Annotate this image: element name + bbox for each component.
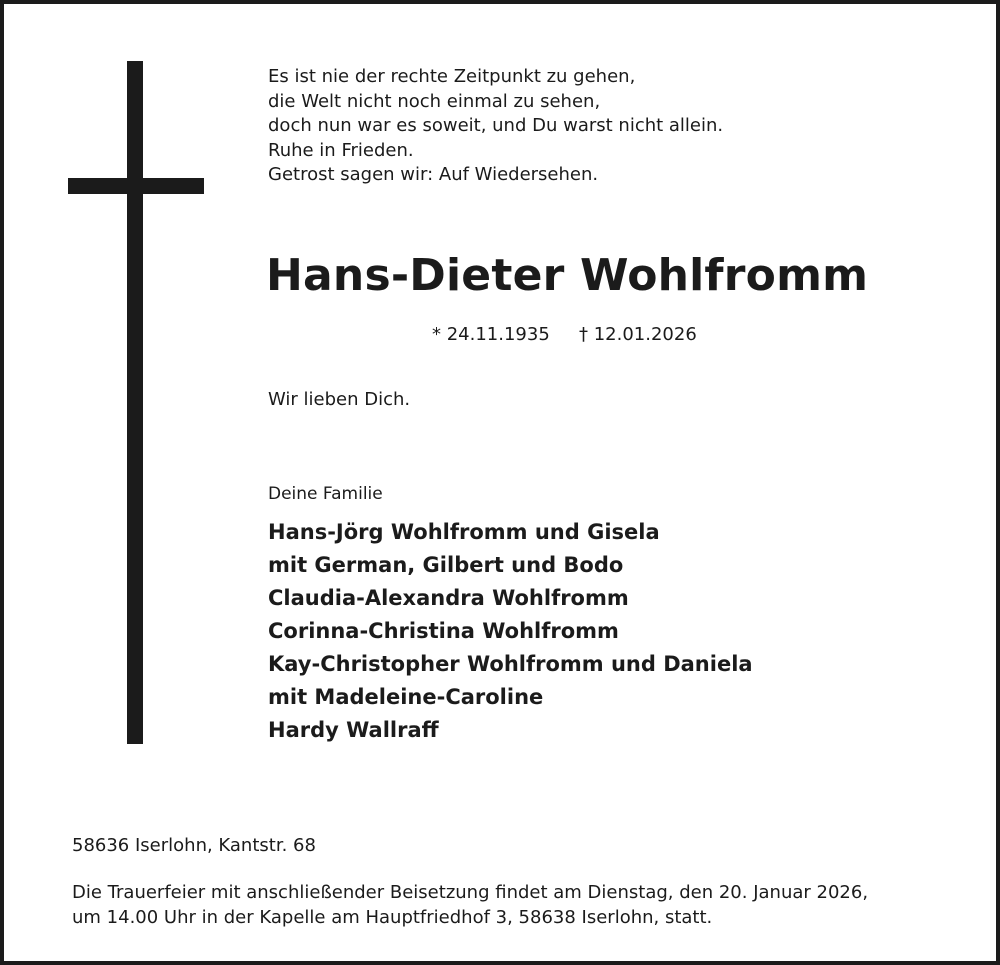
family-member: mit German, Gilbert und Bodo [268, 553, 624, 577]
poem-line: doch nun war es soweit, und Du warst nicht allein. [268, 115, 724, 137]
love-message: Wir lieben Dich. [268, 389, 411, 410]
family-member: Claudia-Alexandra Wohlfromm [268, 586, 629, 610]
family-member: Corinna-Christina Wohlfromm [268, 619, 619, 643]
death-date: † 12.01.2026 [579, 324, 697, 345]
cross-vertical-bar [127, 61, 143, 744]
family-intro: Deine Familie [268, 484, 383, 504]
poem-line: Es ist nie der rechte Zeitpunkt zu gehen, [268, 66, 636, 87]
birth-date: * 24.11.1935 [432, 324, 550, 345]
deceased-name: Hans-Dieter Wohlfromm [266, 250, 869, 301]
memorial-poem [268, 65, 723, 188]
family-member: Hans-Jörg Wohlfromm und Gisela [268, 520, 660, 544]
poem-line: Ruhe in Frieden. [268, 139, 414, 161]
family-members [268, 516, 753, 747]
cross-horizontal-bar [68, 178, 204, 194]
ceremony-line: Die Trauerfeier mit anschließender Beisetzung findet am Dienstag, den 20. Januar 2026, [72, 882, 869, 903]
family-member: mit Madeleine-Caroline [268, 685, 544, 709]
poem-line: die Welt nicht noch einmal zu sehen, [268, 90, 601, 112]
ceremony-line: um 14.00 Uhr in der Kapelle am Hauptfriedhof 3, 58638 Iserlohn, statt. [72, 906, 713, 928]
family-member: Hardy Wallraff [268, 718, 439, 742]
poem-line: Getrost sagen wir: Auf Wiedersehen. [268, 164, 599, 186]
ceremony-info [72, 881, 868, 930]
family-member: Kay-Christopher Wohlfromm und Daniela [268, 652, 753, 676]
address: 58636 Iserlohn, Kantstr. 68 [72, 835, 316, 856]
